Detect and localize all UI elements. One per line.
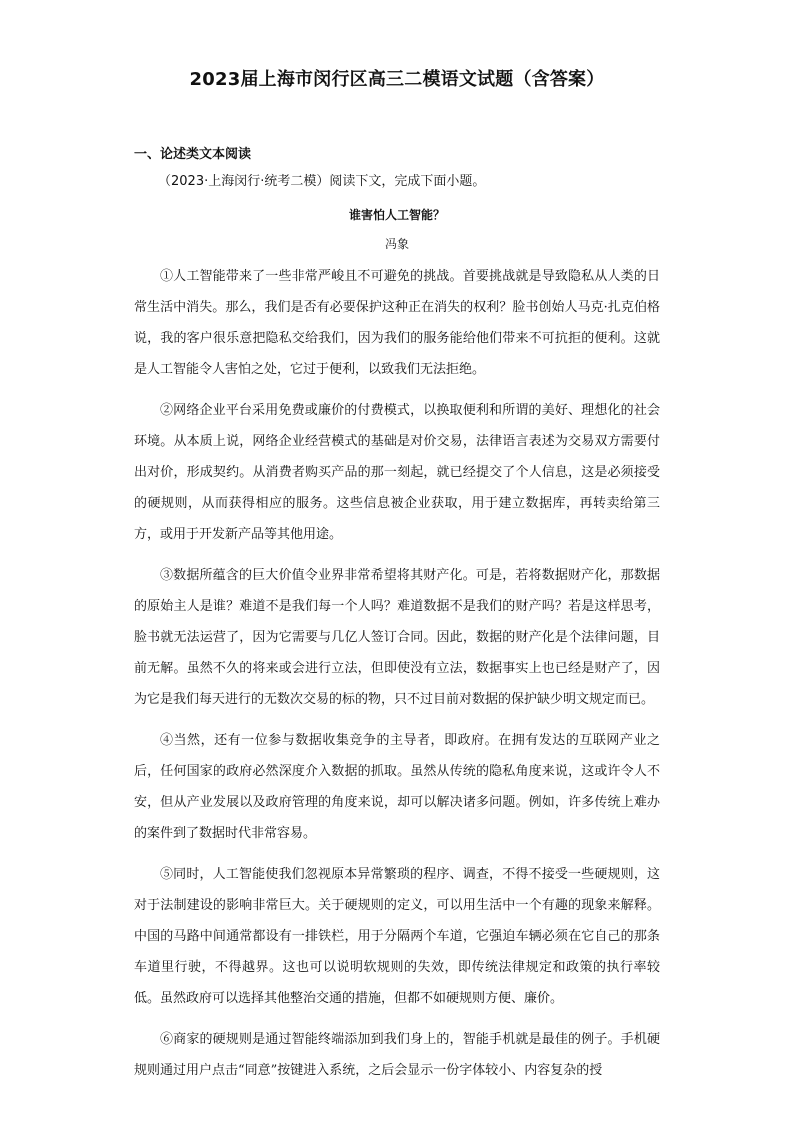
paragraph-5: ⑤同时，人工智能使我们忽视原本异常繁琐的程序、调查，不得不接受一些硬规则，这对于法制建设的影响非常巨大。关于硬规则的定义，可以用生活中一个有趣的现象来解释。中国的马路中间通常都设有一排铁栏，用于分隔两个车道，它强迫车辆必须在它自己的那条车道里行驶，不得越界。这也可以说明软规则的失效，即传统法律规定和政策的执行率较低。虽然政府可以选择其他整治交通的措施，但都不如硬规则方便、廉价。 <box>134 867 660 1006</box>
article-author: 冯象 <box>384 237 409 251</box>
question-source-line: （2023·上海闵行·统考二模）阅读下文，完成下面小题。 <box>158 174 486 189</box>
document-title: 2023届上海市闵行区高三二模语文试题（含答案） <box>189 69 605 90</box>
paragraph-2: ②网络企业平台采用免费或廉价的付费模式，以换取便利和所谓的美好、理想化的社会环境。从本质上说，网络企业经营模式的基础是对价交易，法律语言表述为交易双方需要付出对价，形成契约。从消费者购买产品的那一刻起，就已经提交了个人信息，这是必须接受的硬规则，从而获得相应的服务。这些信息被企业获取，用于建立数据库，再转卖给第三方，或用于开发新产品等其他用途。 <box>134 403 660 542</box>
section-heading: 一、论述类文本阅读 <box>134 147 252 162</box>
paragraph-6: ⑥商家的硬规则是通过智能终端添加到我们身上的，智能手机就是最佳的例子。手机硬规则通过用户点击“同意”按键进入系统，之后会显示一份字体较小、内容复杂的授 <box>134 1032 660 1078</box>
paragraph-1: ①人工智能带来了一些非常严峻且不可避免的挑战。首要挑战就是导致隐私从人类的日常生活中消失。那么，我们是否有必要保护这种正在消失的权利？脸书创始人马克·扎克伯格说，我的客户很乐意把隐私交给我们，因为我们的服务能给他们带来不可抗拒的便利。这就是人工智能令人害怕之处，它过于便利，以致我们无法拒绝。 <box>134 269 660 377</box>
paragraph-4: ④当然，还有一位参与数据收集竞争的主导者，即政府。在拥有发达的互联网产业之后，任何国家的政府必然深度介入数据的抓取。虽然从传统的隐私角度来说，这或许令人不安，但从产业发展以及政府管理的角度来说，却可以解决诸多问题。例如，许多传统上难办的案件到了数据时代非常容易。 <box>134 733 660 841</box>
article-body <box>134 261 660 1096</box>
article-title: 谁害怕人工智能？ <box>348 208 445 222</box>
paragraph-3: ③数据所蕴含的巨大价值令业界非常希望将其财产化。可是，若将数据财产化，那数据的原始主人是谁？难道不是我们每一个人吗？难道数据不是我们的财产吗？若是这样思考，脸书就无法运营了，因为它需要与几亿人签订合同。因此，数据的财产化是个法律问题，目前无解。虽然不久的将来或会进行立法，但即使没有立法，数据事实上也已经是财产了，因为它是我们每天进行的无数次交易的标的物，只不过目前对数据的保护缺少明文规定而已。 <box>134 568 660 707</box>
